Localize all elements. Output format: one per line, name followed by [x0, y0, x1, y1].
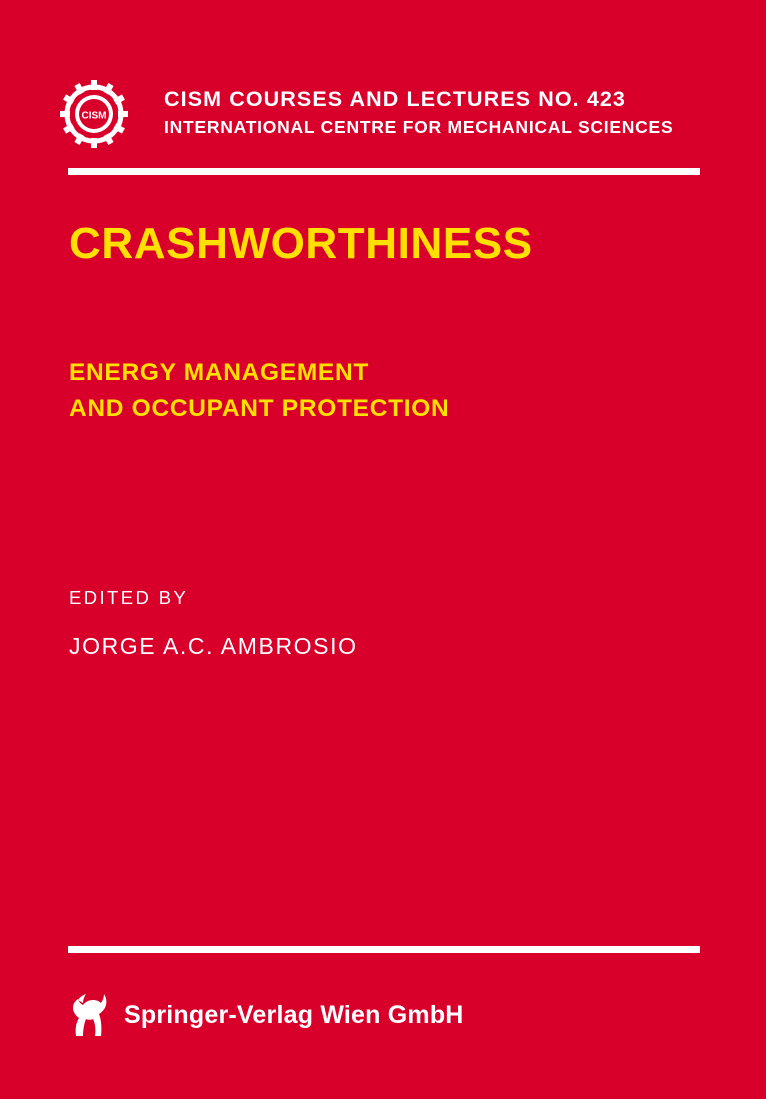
book-subtitle [69, 355, 709, 427]
cism-logo-icon [60, 80, 128, 148]
cism-logo-text: CISM [81, 110, 107, 122]
editor-name: JORGE A.C. AMBROSIO [69, 633, 358, 659]
publisher-name: Springer-Verlag Wien GmbH [124, 1000, 464, 1029]
series-header [60, 78, 710, 150]
series-line-2: INTERNATIONAL CENTRE FOR MECHANICAL SCIENCES [164, 117, 674, 137]
series-line-1: CISM COURSES AND LECTURES NO. 423 [164, 87, 626, 111]
series-text [164, 84, 724, 140]
springer-horse-icon [68, 993, 110, 1037]
publisher-block [68, 992, 464, 1038]
book-subtitle-line-2: AND OCCUPANT PROTECTION [69, 395, 450, 422]
edited-by-label: EDITED BY [69, 587, 189, 608]
book-subtitle-line-1: ENERGY MANAGEMENT [69, 359, 370, 386]
divider-bottom [68, 946, 700, 953]
book-title: CRASHWORTHINESS [69, 219, 533, 268]
divider-top [68, 168, 700, 175]
